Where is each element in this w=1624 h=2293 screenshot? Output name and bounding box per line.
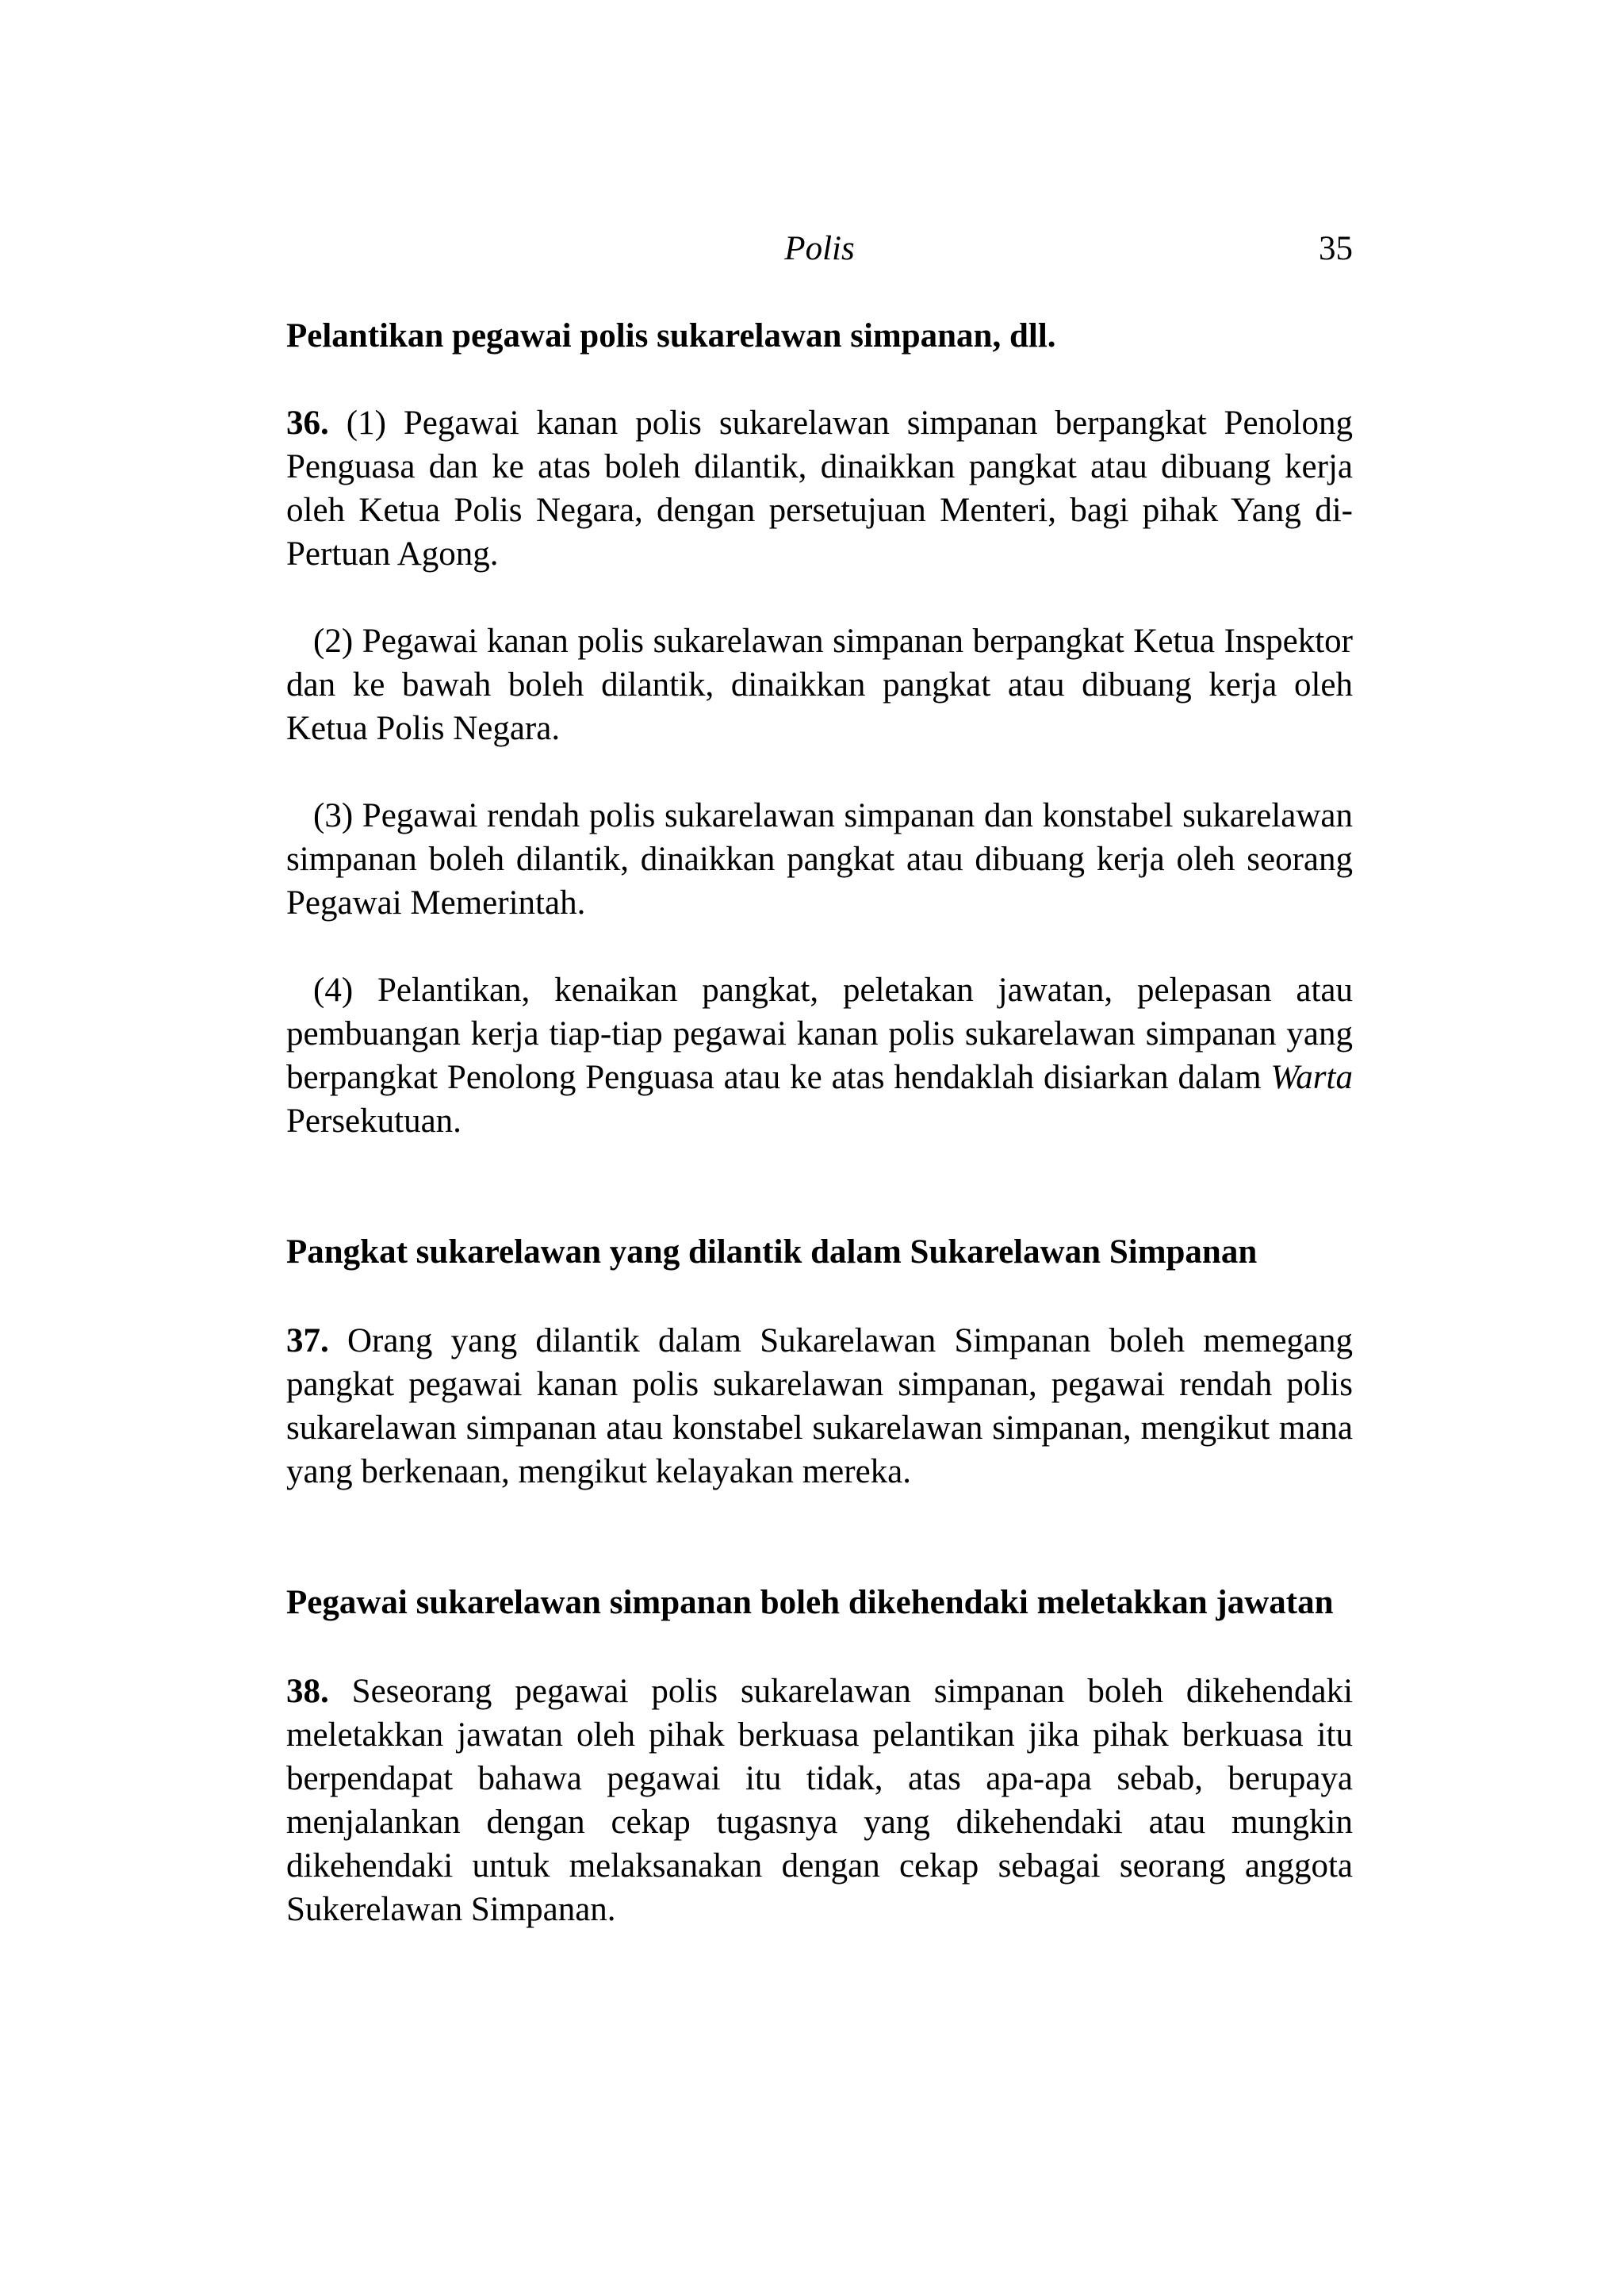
page-body [286, 314, 1353, 1931]
section-36-subsection-1 [286, 401, 1353, 576]
warta-italic: Warta [1270, 1059, 1353, 1096]
section-38-paragraph [286, 1670, 1353, 1931]
section-36-subsection-4-text: (4) Pelantikan, kenaikan pangkat, peletakan jawatan, pelepasan atau pembuangan kerja tiap-tiap pegawai kanan polis sukarelawan simpanan yang berpangkat Penolong Penguasa atau ke atas hendaklah disiarkan dalam [286, 972, 1353, 1096]
section-38-number: 38. [286, 1673, 329, 1710]
section-37-text: Orang yang dilantik dalam Sukarelawan Simpanan boleh memegang pangkat pegawai kanan polis sukarelawan simpanan, pegawai rendah polis sukarelawan simpanan atau konstabel sukarelawan simpanan, mengikut mana yang berkenaan, mengikut kelayakan mereka. [286, 1322, 1354, 1490]
section-36-heading: Pelantikan pegawai polis sukarelawan simpanan, dll. [286, 317, 1056, 355]
section-36-subsection-3: (3) Pegawai rendah polis sukarelawan simpanan dan konstabel sukarelawan simpanan boleh dilantik, dinaikkan pangkat atau dibuang kerja oleh seorang Pegawai Memerintah. [286, 797, 1353, 922]
section-36-subsection-2: (2) Pegawai kanan polis sukarelawan simpanan berpangkat Ketua Inspektor dan ke bawah boleh dilantik, dinaikkan pangkat atau dibuang kerja oleh Ketua Polis Negara. [286, 623, 1353, 747]
section-37-heading: Pangkat sukarelawan yang dilantik dalam Sukarelawan Simpanan [286, 1233, 1258, 1271]
running-title: Polis [784, 230, 855, 267]
section-36-subsection-1-text: (1) Pegawai kanan polis sukarelawan simpanan berpangkat Penolong Penguasa dan ke atas boleh dilantik, dinaikkan pangkat atau dibuang kerja oleh Ketua Polis Negara, dengan persetujuan Menteri, bagi pihak Yang di-Pertuan Agong. [286, 405, 1353, 573]
page-header [286, 224, 1353, 274]
section-38-text: Seseorang pegawai polis sukarelawan simpanan boleh dikehendaki meletakkan jawatan oleh pihak berkuasa pelantikan jika pihak berkuasa itu berpendapat bahawa pegawai itu tidak, atas apa-apa sebab, berupaya menjalankan dengan cekap tugasnya yang dikehendaki atau mungkin dikehendaki untuk melaksanakan dengan cekap sebagai seorang anggota Sukerelawan Simpanan. [286, 1673, 1354, 1928]
section-36-number: 36. [286, 405, 329, 442]
section-38-heading: Pegawai sukarelawan simpanan boleh dikehendaki meletakkan jawatan [286, 1584, 1334, 1621]
section-36-subsection-4 [286, 968, 1353, 1143]
section-37-paragraph [286, 1319, 1353, 1494]
section-36-subsection-4-tail: Persekutuan. [286, 1102, 462, 1140]
section-37-number: 37. [286, 1322, 329, 1359]
page-number: 35 [1319, 230, 1353, 267]
